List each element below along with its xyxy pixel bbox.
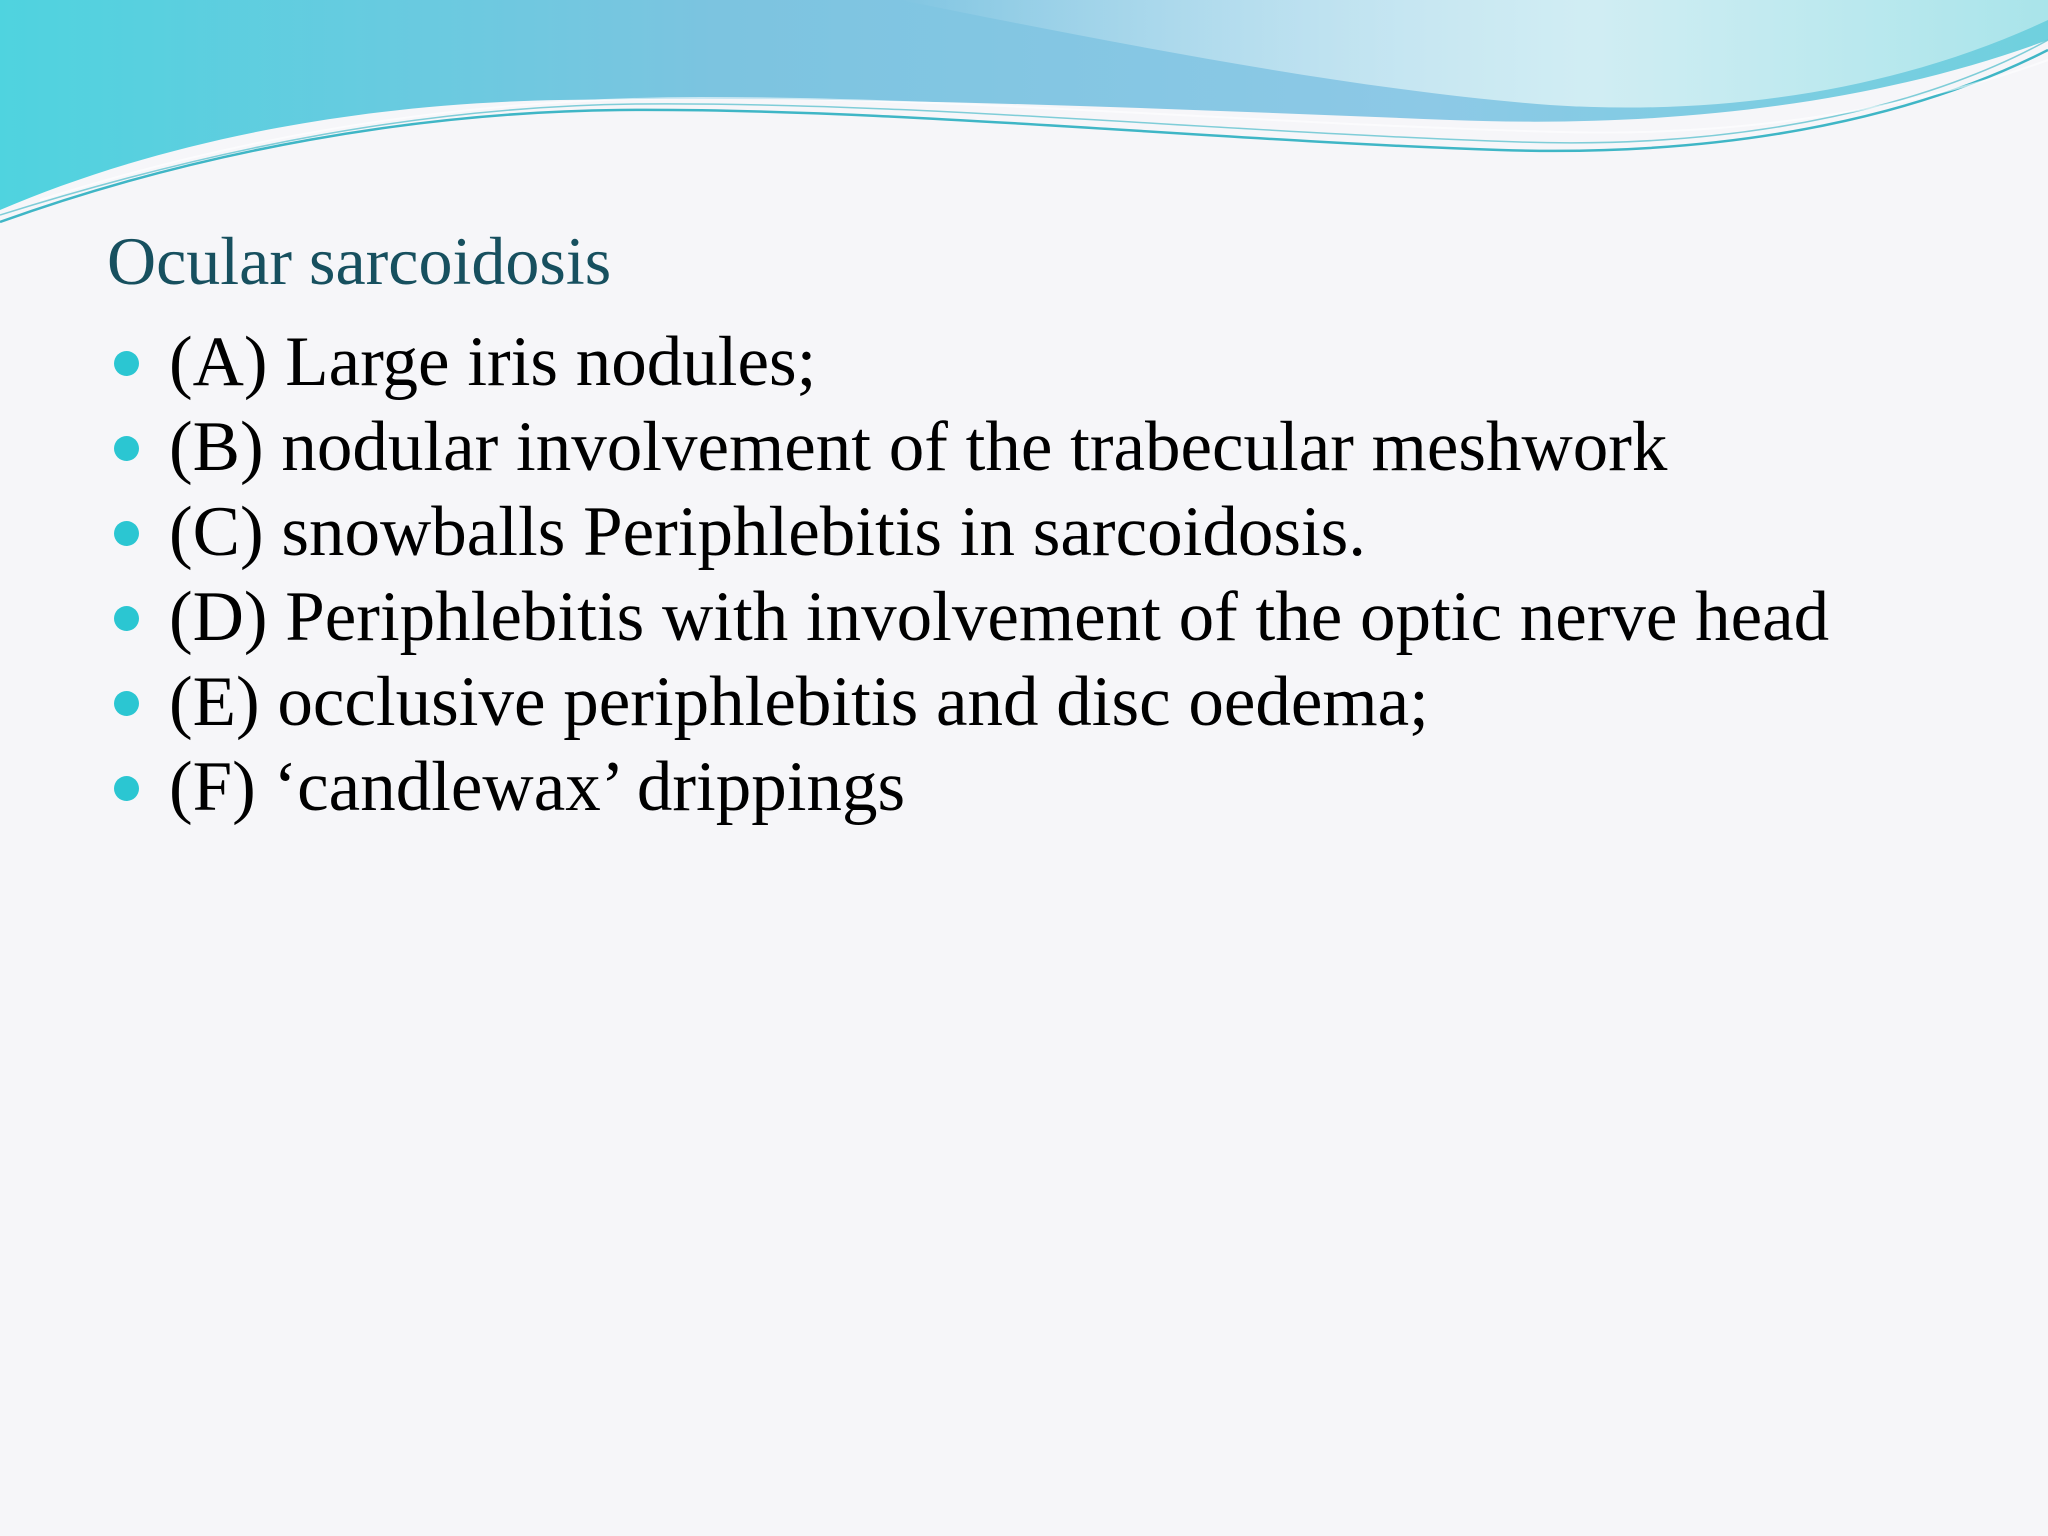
- bullet-item: [107, 320, 2007, 405]
- bullet-item: [107, 660, 2007, 745]
- bullet-item: [107, 490, 2007, 575]
- bullet-dot-icon: [114, 351, 139, 376]
- bullet-dot-icon: [114, 691, 139, 716]
- bullet-text: (B) nodular involvement of the trabecular meshwork: [169, 408, 1668, 486]
- bullet-dot-icon: [114, 606, 139, 631]
- bullet-text: (E) occlusive periphlebitis and disc oedema;: [169, 663, 1429, 741]
- bullet-dot-icon: [114, 521, 139, 546]
- bullet-item: [107, 745, 2007, 830]
- bullet-text: (A) Large iris nodules;: [169, 323, 817, 401]
- bullet-text: (F) ‘candlewax’ drippings: [169, 748, 906, 826]
- bullet-dot-icon: [114, 776, 139, 801]
- header-wave-decoration: [0, 0, 2048, 240]
- slide-title: Ocular sarcoidosis: [107, 223, 612, 299]
- bullet-text: (C) snowballs Periphlebitis in sarcoidosis.: [169, 493, 1367, 571]
- bullet-dot-icon: [114, 436, 139, 461]
- bullet-text: (D) Periphlebitis with involvement of the optic nerve head: [169, 578, 1830, 656]
- bullet-item: [107, 575, 2007, 660]
- bullet-list: [107, 320, 2007, 830]
- bullet-item: [107, 405, 2007, 490]
